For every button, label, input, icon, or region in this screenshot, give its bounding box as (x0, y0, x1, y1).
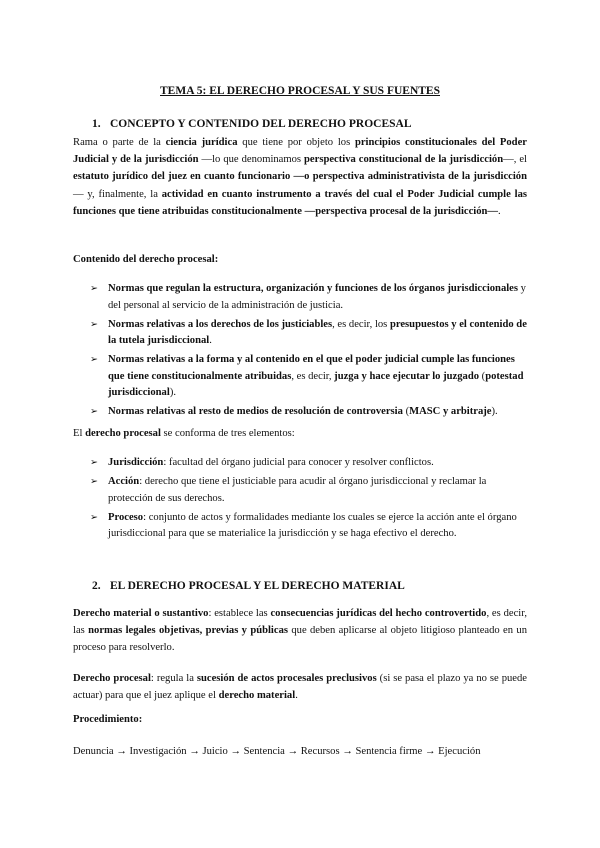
text-run: , es decir, las (73, 608, 527, 637)
derecho-material-paragraph (73, 605, 527, 657)
text-run: , es decir, (291, 370, 335, 382)
procedimiento-step: Ejecución (438, 746, 481, 757)
text-run: . (498, 205, 501, 217)
bold-text-run: derecho material (218, 690, 296, 702)
list-item (90, 352, 530, 402)
arrow-bullet-icon: ➢ (90, 318, 98, 330)
list-item (90, 510, 530, 543)
section-1-heading-text: CONCEPTO Y CONTENIDO DEL DERECHO PROCESAL (110, 118, 412, 130)
section-1-heading (92, 118, 412, 130)
list-item (90, 281, 530, 314)
text-run: : establece las (208, 608, 271, 619)
flow-arrow-icon: → (422, 746, 439, 757)
procedimiento-step: Sentencia firme (355, 746, 423, 757)
section-2-number: 2. (92, 580, 101, 592)
text-run: ). (491, 406, 498, 418)
text-run: — y, finalmente, la (73, 188, 162, 200)
list-item (90, 317, 530, 350)
procedimiento-step: Sentencia (243, 746, 285, 757)
bold-text-run: MASC y arbitraje (409, 406, 492, 418)
text-run: y del personal al servicio de la administración de justicia. (108, 283, 526, 311)
text-run: (si se pasa el plazo ya no se puede actuar) para que el juez aplique el (73, 673, 527, 702)
bold-text-run: ciencia jurídica (165, 137, 238, 148)
contenido-label: Contenido del derecho procesal: (73, 254, 219, 265)
text-run: que tiene por objeto los (237, 137, 355, 148)
bold-text-run: sucesión de actos procesales preclusivos (196, 673, 377, 684)
bold-text-run: Normas relativas a los derechos de los justiciables (108, 318, 333, 330)
contenido-list (90, 281, 530, 423)
arrow-bullet-icon: ➢ (90, 457, 98, 468)
section-2-heading (92, 580, 405, 592)
text-run: El (73, 428, 86, 439)
section-1-intro-paragraph (73, 134, 527, 220)
bold-text-run: derecho procesal (85, 428, 161, 439)
arrow-bullet-icon: ➢ (90, 406, 98, 418)
arrow-bullet-icon: ➢ (90, 283, 98, 294)
text-run: : regula la (150, 673, 197, 684)
arrow-bullet-icon: ➢ (90, 511, 98, 523)
text-run: . (209, 335, 212, 347)
bold-text-run: Derecho material o sustantivo (73, 608, 209, 619)
procedimiento-step: Denuncia (73, 746, 114, 757)
derecho-procesal-paragraph (73, 670, 527, 704)
list-item (90, 404, 530, 421)
text-run: . (295, 690, 298, 702)
text-run: ). (169, 387, 176, 399)
list-item (90, 474, 530, 507)
bold-text-run: Acción (108, 475, 140, 487)
bold-text-run: perspectiva constitucional de la jurisdicción (304, 154, 504, 166)
procedimiento-flow (73, 743, 527, 760)
bold-text-run: Derecho procesal (73, 673, 151, 684)
text-run: —, el (503, 154, 527, 166)
flow-arrow-icon: → (284, 746, 301, 757)
elementos-intro-paragraph (73, 425, 527, 442)
text-run: ( (479, 370, 486, 382)
flow-arrow-icon: → (113, 746, 130, 757)
document-title: TEMA 5: EL DERECHO PROCESAL Y SUS FUENTES (160, 85, 440, 97)
bold-text-run: Normas que regulan la estructura, organización y funciones de los órganos jurisdiccionales (108, 283, 519, 294)
flow-arrow-icon: → (227, 746, 244, 757)
section-2-heading-text: EL DERECHO PROCESAL Y EL DERECHO MATERIAL (110, 580, 405, 592)
bold-text-run: Normas relativas al resto de medios de resolución de controversia (108, 406, 403, 418)
bold-text-run: Normas relativas a la forma y al contenido en el que el poder judicial cumple las funciones que tiene constitucionalmente atribuidas (108, 354, 515, 382)
text-run: : facultad del órgano judicial para conocer y resolver conflictos. (163, 457, 434, 468)
bold-text-run: normas legales objetivas, previas y públicas (88, 625, 289, 637)
list-item (90, 455, 530, 472)
flow-arrow-icon: → (339, 746, 356, 757)
arrow-bullet-icon: ➢ (90, 354, 98, 366)
procedimiento-label: Procedimiento: (73, 714, 143, 725)
text-run: : derecho que tiene el justiciable para acudir al órgano jurisdiccional y reclamar la protección de sus derechos. (108, 475, 487, 504)
bold-text-run: presupuestos y el contenido de la tutela jurisdiccional (108, 318, 527, 347)
bold-text-run: juzga y hace ejecutar lo juzgado (334, 370, 480, 382)
bold-text-run: potestad jurisdiccional (108, 370, 524, 399)
text-run: : conjunto de actos y formalidades mediante los cuales se ejerce la acción ante el órgano jurisdiccional para que se materialice la jurisdicción y se haga efectivo el derecho. (108, 511, 517, 540)
bold-text-run: Proceso (108, 511, 144, 523)
text-run: , es decir, los (332, 318, 390, 330)
text-run: ( (402, 406, 410, 418)
arrow-bullet-icon: ➢ (90, 475, 98, 487)
text-run: que deben aplicarse al objeto litigioso planteado en un proceso para resolverlo. (73, 625, 528, 654)
procedimiento-step: Investigación (129, 746, 187, 757)
bold-text-run: Jurisdicción (108, 457, 164, 468)
elementos-list (90, 455, 530, 545)
procedimiento-step: Juicio (202, 746, 228, 757)
bold-text-run: consecuencias jurídicas del hecho controvertido (270, 608, 487, 619)
text-run: Rama o parte de la (73, 137, 166, 148)
section-1-number: 1. (92, 118, 101, 130)
bold-text-run: actividad en cuanto instrumento a través del cual el Poder Judicial cumple las funciones que tiene atribuidas constitucionalmente —perspectiva procesal de la jurisdicción— (73, 188, 528, 217)
flow-arrow-icon: → (186, 746, 203, 757)
bold-text-run: estatuto jurídico del juez en cuanto funcionario —o perspectiva administrativista de la jurisdicción (73, 171, 527, 183)
procedimiento-step: Recursos (300, 746, 340, 757)
text-run: —lo que denominamos (198, 154, 305, 166)
bold-text-run: principios constitucionales del Poder Judicial y de la jurisdicción (73, 137, 527, 166)
text-run: se conforma de tres elementos: (160, 428, 295, 439)
